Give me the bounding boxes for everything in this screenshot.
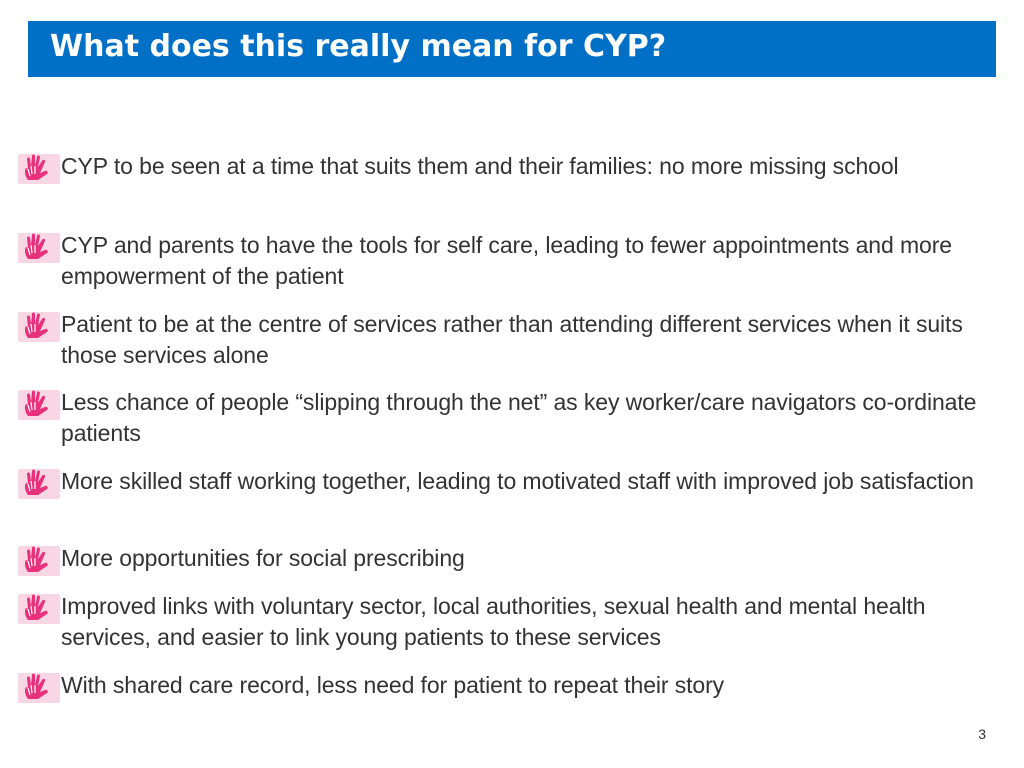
hand-icon [18,671,60,705]
bullet-text: Patient to be at the centre of services rather than attending different services when it suits those services alone [61,311,963,368]
slide-title: What does this really mean for CYP? [50,29,667,64]
hand-icon [18,544,60,578]
page-number: 3 [978,726,986,742]
bullet-text: CYP to be seen at a time that suits them and their families: no more missing school [61,153,899,179]
hand-icon [18,467,60,501]
hand-icon [18,231,60,265]
hand-icon [18,388,60,422]
bullet-text: With shared care record, less need for patient to repeat their story [61,672,725,698]
bullet-text: Less chance of people “slipping through the net” as key worker/care navigators co-ordinate patients [61,389,977,446]
hand-icon [18,592,60,626]
bullet-text: Improved links with voluntary sector, local authorities, sexual health and mental health services, and easier to link young patients to these services [61,593,926,650]
hand-icon [18,152,60,186]
bullet-text: More opportunities for social prescribing [61,545,465,571]
bullet-text: CYP and parents to have the tools for self care, leading to fewer appointments and more empowerment of the patient [61,232,952,289]
bullet-text: More skilled staff working together, leading to motivated staff with improved job satisfaction [61,468,974,494]
hand-icon [18,310,60,344]
